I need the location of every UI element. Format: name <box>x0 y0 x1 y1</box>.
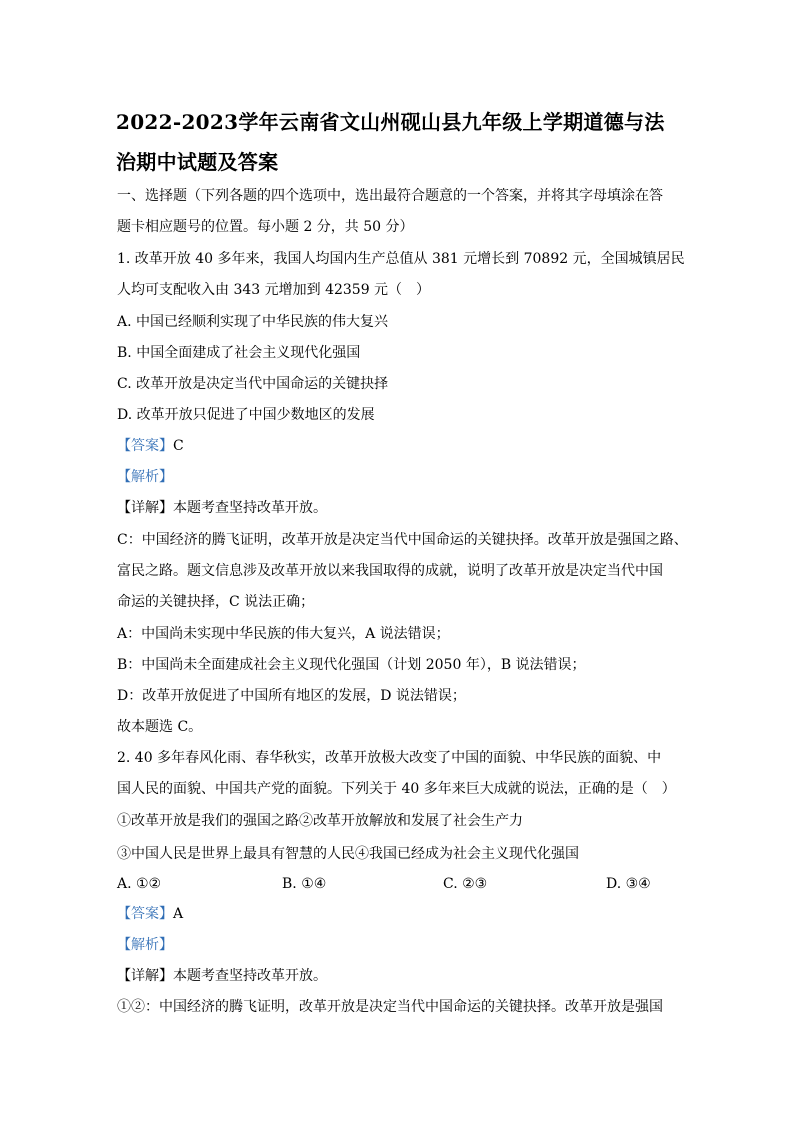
q1-explanation-line-7: 故本题选 C。 <box>117 719 203 735</box>
detail-text: 本题考查坚持改革开放。 <box>173 500 327 516</box>
q2-items-3-4: ③中国人民是世界上最具有智慧的人民④我国已经成为社会主义现代化强国 <box>117 846 579 862</box>
document-title-line-1: 2022-2023学年云南省文山州砚山县九年级上学期道德与法 <box>116 110 665 134</box>
q1-option-b: B. 中国全面建成了社会主义现代化强国 <box>117 345 361 361</box>
detail-tag: 【详解】 <box>117 500 173 516</box>
detail-text: 本题考查坚持改革开放。 <box>173 968 327 984</box>
answer-tag: 【答案】 <box>117 906 173 922</box>
answer-value: C <box>173 438 184 454</box>
answer-tag: 【答案】 <box>117 438 173 454</box>
q1-answer <box>117 437 697 455</box>
answer-value: A <box>173 906 184 922</box>
q1-explanation-line-3: 命运的关键抉择，C 说法正确； <box>117 594 315 610</box>
section-header-line-1: 一、选择题（下列各题的四个选项中，选出最符合题意的一个答案，并将其字母填涂在答 <box>117 188 663 204</box>
q2-items-1-2: ①改革开放是我们的强国之路②改革开放解放和发展了社会生产力 <box>117 813 523 829</box>
q1-detail <box>117 499 697 517</box>
q2-explanation-line-1: ①②：中国经济的腾飞证明，改革开放是决定当代中国命运的关键抉择。改革开放是强国 <box>117 999 663 1015</box>
q2-option-b: B. ①④ <box>282 876 327 892</box>
q1-stem-line-1: 1. 改革开放 40 多年来，我国人均国内生产总值从 381 元增长到 70892 元，全国城镇居民 <box>117 251 685 267</box>
q1-option-c: C. 改革开放是决定当代中国命运的关键抉择 <box>117 376 389 392</box>
q2-stem-line-2: 国人民的面貌、中国共产党的面貌。下列关于 40 多年来巨大成就的说法，正确的是（ ） <box>117 781 676 797</box>
analysis-tag: 【解析】 <box>117 937 173 953</box>
document-title-line-2: 治期中试题及答案 <box>116 150 279 174</box>
q1-explanation-line-6: D：改革开放促进了中国所有地区的发展，D 说法错误； <box>117 688 466 704</box>
q2-option-d: D. ③④ <box>606 876 651 892</box>
q1-stem-line-2: 人均可支配收入由 343 元增加到 42359 元（ ） <box>117 282 431 298</box>
q1-explanation-line-2: 富民之路。题文信息涉及改革开放以来我国取得的成就，说明了改革开放是决定当代中国 <box>117 563 663 579</box>
q2-detail <box>117 967 697 985</box>
q1-analysis <box>117 468 697 486</box>
q2-option-c: C. ②③ <box>443 876 488 892</box>
section-header-line-2: 题卡相应题号的位置。每小题 2 分，共 50 分） <box>117 219 414 235</box>
q1-explanation-line-5: B：中国尚未全面建成社会主义现代化强国（计划 2050 年），B 说法错误； <box>117 657 586 673</box>
q1-option-d: D. 改革开放只促进了中国少数地区的发展 <box>117 407 375 423</box>
q1-option-a: A. 中国已经顺利实现了中华民族的伟大复兴 <box>117 314 389 330</box>
detail-tag: 【详解】 <box>117 968 173 984</box>
q2-analysis <box>117 936 697 954</box>
analysis-tag: 【解析】 <box>117 469 173 485</box>
q2-option-a: A. ①② <box>117 876 162 892</box>
q2-stem-line-1: 2. 40 多年春风化雨、春华秋实，改革开放极大改变了中国的面貌、中华民族的面貌、中 <box>117 750 662 766</box>
q1-explanation-line-4: A：中国尚未实现中华民族的伟大复兴，A 说法错误； <box>117 626 450 642</box>
q1-explanation-line-1: C：中国经济的腾飞证明，改革开放是决定当代中国命运的关键抉择。改革开放是强国之路、 <box>117 532 688 548</box>
q2-answer <box>117 905 697 923</box>
